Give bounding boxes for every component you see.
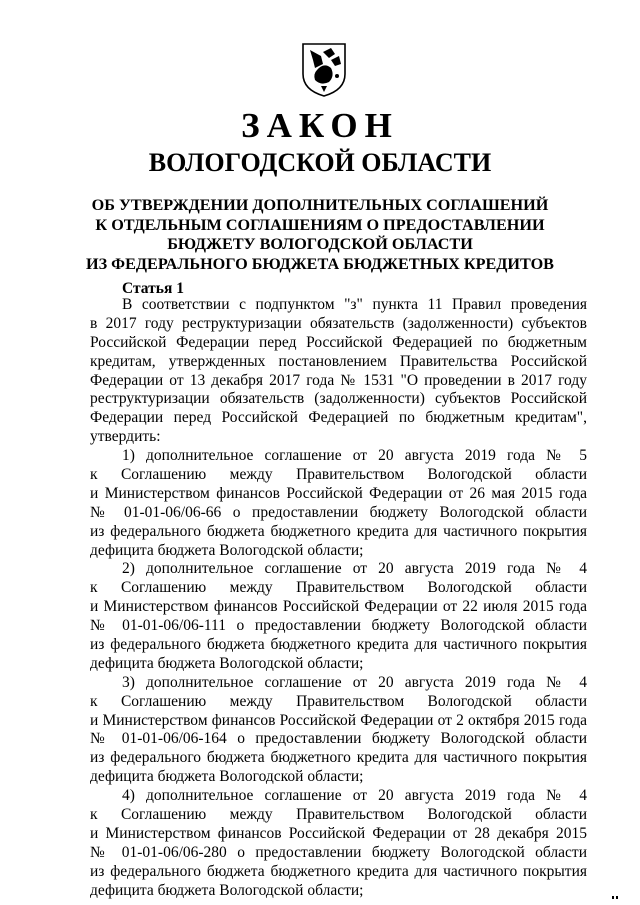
coat-of-arms-icon — [301, 42, 347, 98]
text-line: и Министерством финансов Российской Федерации от 28 декабря 2015 — [90, 824, 587, 842]
text-line: к Соглашению между Правительством Вологодской области — [90, 579, 587, 597]
heading-line: ОБ УТВЕРЖДЕНИИ ДОПОЛНИТЕЛЬНЫХ СОГЛАШЕНИЙ — [91, 196, 549, 214]
text-line: и Министерством финансов Российской Федерации от 2 октября 2015 года — [90, 711, 587, 729]
article-body — [90, 296, 587, 901]
list-item — [90, 674, 587, 787]
text-line: к Соглашению между Правительством Вологодской области — [90, 806, 587, 824]
text-line: Федерации перед Российской Федерацией по бюджетным кредитам", — [90, 409, 587, 427]
text-line: 4) дополнительное соглашение от 20 августа 2019 года № 4 — [122, 787, 587, 805]
text-line: из федерального бюджета бюджетного кредита для частичного покрытия — [90, 636, 587, 654]
text-line: Федерации от 13 декабря 2017 года № 1531 "О проведении в 2017 году — [90, 371, 587, 389]
heading-line: ИЗ ФЕДЕРАЛЬНОГО БЮДЖЕТА БЮДЖЕТНЫХ КРЕДИТОВ — [86, 254, 554, 273]
law-heading — [0, 196, 640, 274]
text-line: Российской Федерации перед Российской Федерацией по бюджетным — [90, 333, 587, 351]
text-line: в 2017 году реструктуризации обязательств (задолженности) субъектов — [90, 314, 587, 332]
list-item — [90, 787, 587, 900]
text-line: к Соглашению между Правительством Вологодской области — [90, 466, 587, 484]
text-line: кредитам, утвержденных постановлением Правительства Российской — [90, 352, 587, 370]
text-line: № 01-01-06/06-164 о предоставлении бюджету Вологодской области — [90, 730, 587, 748]
list-item — [90, 560, 587, 673]
document-subtitle: ВОЛОГОДСКОЙ ОБЛАСТИ — [148, 148, 492, 177]
text-line: из федерального бюджета бюджетного кредита для частичного покрытия — [90, 862, 587, 880]
text-line: В соответствии с подпунктом "з" пункта 11 Правил проведения — [122, 296, 587, 313]
text-line: из федерального бюджета бюджетного кредита для частичного покрытия — [90, 749, 587, 767]
corner-mark-icon — [612, 895, 620, 900]
text-line: дефицита бюджета Вологодской области; — [90, 654, 364, 672]
text-line: № 01-01-06/06-111 о предоставлении бюджету Вологодской области — [90, 617, 587, 635]
text-line: дефицита бюджета Вологодской области; — [90, 541, 364, 559]
text-line: 3) дополнительное соглашение от 20 августа 2019 года № 4 — [122, 673, 587, 691]
text-line: дефицита бюджета Вологодской области; — [90, 881, 364, 899]
text-line: и Министерством финансов Российской Федерации от 22 июля 2015 года — [90, 598, 587, 616]
list-item — [90, 447, 587, 560]
text-line: утвердить: — [90, 428, 161, 446]
heading-line: К ОТДЕЛЬНЫМ СОГЛАШЕНИЯМ О ПРЕДОСТАВЛЕНИИ — [95, 215, 545, 234]
text-line: № 01-01-06/06-66 о предоставлении бюджету Вологодской области — [90, 503, 587, 521]
article-title: Статья 1 — [122, 280, 184, 297]
text-line: к Соглашению между Правительством Вологодской области — [90, 692, 587, 710]
text-line: 2) дополнительное соглашение от 20 августа 2019 года № 4 — [122, 560, 587, 578]
heading-line: БЮДЖЕТУ ВОЛОГОДСКОЙ ОБЛАСТИ — [167, 235, 473, 253]
text-line: из федерального бюджета бюджетного кредита для частичного покрытия — [90, 522, 587, 540]
text-line: 1) дополнительное соглашение от 20 августа 2019 года № 5 — [122, 447, 587, 465]
text-line: дефицита бюджета Вологодской области; — [90, 768, 364, 786]
text-line: и Министерством финансов Российской Федерации от 26 мая 2015 года — [90, 484, 587, 502]
text-line: № 01-01-06/06-280 о предоставлении бюджету Вологодской области — [90, 843, 587, 861]
text-line: реструктуризации обязательств (задолженности) субъектов Российской — [90, 390, 587, 408]
document-title: ЗАКОН — [241, 106, 399, 145]
intro-paragraph — [90, 296, 587, 447]
